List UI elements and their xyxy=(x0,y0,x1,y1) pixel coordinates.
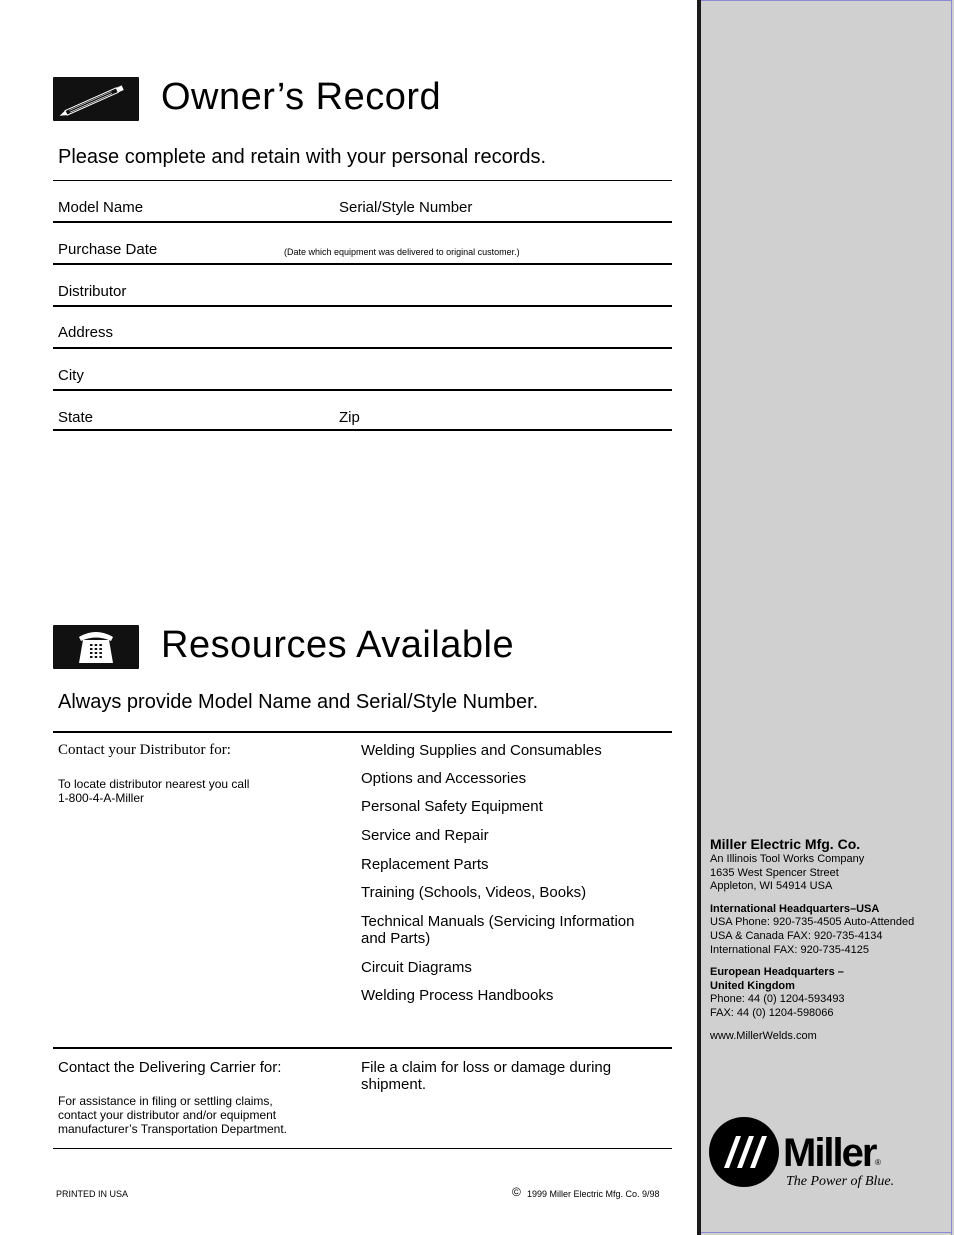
company-sidebar xyxy=(697,0,954,1235)
printed-in-usa: PRINTED IN USA xyxy=(56,1189,129,1199)
carrier-note-line2: contact your distributor and/or equipment xyxy=(58,1108,277,1122)
eu-hq-heading-2: United Kingdom xyxy=(710,979,795,992)
resource-item-3: Personal Safety Equipment xyxy=(361,798,543,815)
distributor-heading: Contact your Distributor for: xyxy=(58,742,231,758)
distributor-note-line1: To locate distributor nearest you call xyxy=(58,777,250,791)
purchase-date-note: (Date which equipment was delivered to original customer.) xyxy=(284,247,520,257)
carrier-note xyxy=(58,1094,287,1136)
company-line1: An Illinois Tool Works Company xyxy=(710,853,865,865)
carrier-heading: Contact the Delivering Carrier for: xyxy=(58,1059,282,1076)
logo-tagline: The Power of Blue. xyxy=(786,1174,895,1189)
state-line xyxy=(53,429,672,431)
resource-item-6: Training (Schools, Videos, Books) xyxy=(361,884,587,901)
serial-number-label: Serial/Style Number xyxy=(339,199,473,216)
address-label: Address xyxy=(58,324,114,341)
copyright-symbol: © xyxy=(512,1185,521,1199)
intl-hq-heading: International Headquarters–USA xyxy=(710,902,880,915)
carrier-section-rule xyxy=(53,1047,672,1049)
miller-logo-icon xyxy=(708,1116,780,1188)
company-city: Appleton, WI 54914 USA xyxy=(710,880,833,893)
distributor-note xyxy=(58,777,249,805)
eu-phone: Phone: 44 (0) 1204-593493 xyxy=(710,993,845,1006)
usa-phone: USA Phone: 920-735-4505 Auto-Attended xyxy=(710,916,915,929)
address-line xyxy=(53,347,672,349)
distributor-label: Distributor xyxy=(58,283,127,300)
pencil-icon xyxy=(53,77,139,121)
company-street: 1635 West Spencer Street xyxy=(710,866,839,879)
city-label: City xyxy=(58,367,84,384)
resources-title: Resources Available xyxy=(161,624,515,666)
usa-fax: USA & Canada FAX: 920-735-4134 xyxy=(710,929,883,942)
purchase-date-label: Purchase Date xyxy=(58,241,158,258)
model-name-line xyxy=(53,221,672,223)
company-info xyxy=(710,836,946,1043)
carrier-bottom-rule xyxy=(53,1148,672,1149)
telephone-icon xyxy=(53,625,139,669)
distributor-line xyxy=(53,305,672,307)
sidebar-top-edge xyxy=(701,0,952,1)
carrier-note-line3: manufacturer’s Transportation Department. xyxy=(58,1122,288,1136)
state-label: State xyxy=(58,409,94,426)
copyright-text: 1999 Miller Electric Mfg. Co. 9/98 xyxy=(527,1189,660,1199)
distributor-section-rule xyxy=(53,731,672,733)
resource-item-9: Welding Process Handbooks xyxy=(361,987,554,1004)
resource-item-4: Service and Repair xyxy=(361,827,489,844)
website: www.MillerWelds.com xyxy=(710,1029,817,1042)
resource-item-8: Circuit Diagrams xyxy=(361,959,472,976)
eu-fax: FAX: 44 (0) 1204-598066 xyxy=(710,1006,834,1019)
sidebar-edge xyxy=(951,0,952,1235)
zip-label: Zip xyxy=(339,409,360,426)
carrier-item: File a claim for loss or damage during shipment. xyxy=(361,1059,612,1093)
sidebar-divider xyxy=(697,0,701,1235)
resource-item-2: Options and Accessories xyxy=(361,770,527,787)
purchase-date-line xyxy=(53,263,672,265)
resource-item-7: Technical Manuals (Servicing Information and Parts) xyxy=(361,913,635,947)
city-line xyxy=(53,389,672,391)
distributor-phone: 1-800-4-A-Miller xyxy=(58,791,145,805)
logo-wordmark: Miller xyxy=(783,1131,876,1175)
form-top-rule xyxy=(53,180,672,181)
company-name: Miller Electric Mfg. Co. xyxy=(710,836,861,852)
owners-record-subtitle: Please complete and retain with your personal records. xyxy=(58,146,547,168)
eu-hq-heading-1: European Headquarters – xyxy=(710,966,844,979)
intl-fax: International FAX: 920-735-4125 xyxy=(710,943,870,956)
registered-mark: ® xyxy=(875,1158,881,1167)
resource-item-1: Welding Supplies and Consumables xyxy=(361,742,602,759)
owners-record-title: Owner’s Record xyxy=(161,76,442,118)
model-name-label: Model Name xyxy=(58,199,144,216)
sidebar-bottom-edge xyxy=(701,1232,952,1233)
resources-subtitle: Always provide Model Name and Serial/Style Number. xyxy=(58,691,539,713)
carrier-note-line1: For assistance in filing or settling claims, xyxy=(58,1094,273,1108)
resource-item-5: Replacement Parts xyxy=(361,856,489,873)
